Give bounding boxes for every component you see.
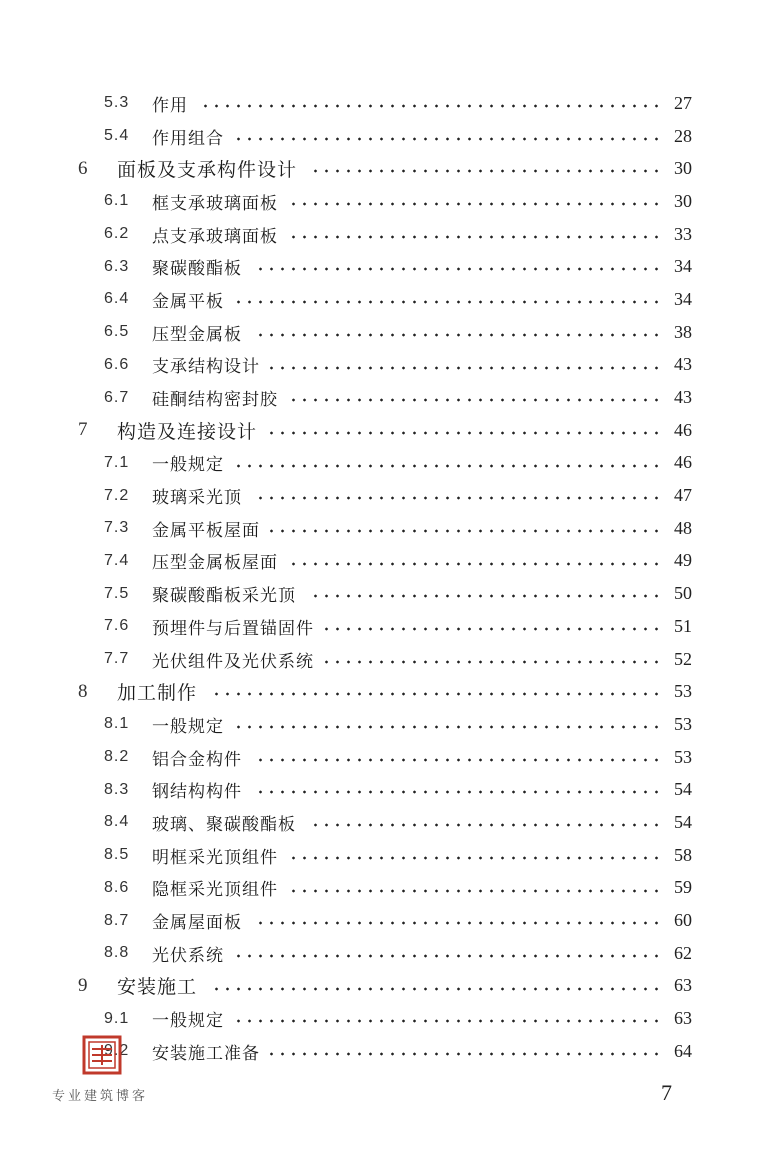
toc-page-number: 49 <box>674 550 692 571</box>
toc-section-row <box>0 316 760 349</box>
toc-title: 框支承玻璃面板 <box>152 193 278 214</box>
toc-section-row <box>0 87 760 120</box>
toc-title: 聚碳酸酯板 <box>152 259 242 280</box>
toc-title: 压型金属板 <box>152 324 242 345</box>
toc-page-number: 53 <box>674 681 692 702</box>
toc-title: 铝合金构件 <box>152 749 242 770</box>
toc-leader-dots <box>324 622 662 636</box>
toc-title: 金属屋面板 <box>152 913 242 934</box>
toc-number: 8.5 <box>104 846 130 864</box>
toc-title: 安装施工准备 <box>152 1043 260 1064</box>
toc-number: 6.3 <box>104 257 130 275</box>
toc-section-row <box>0 349 760 382</box>
toc-leader-dots <box>288 884 662 898</box>
toc-leader-dots <box>270 1047 662 1061</box>
toc-title: 一般规定 <box>152 716 224 737</box>
toc-number: 6.4 <box>104 290 130 308</box>
toc-leader-dots <box>234 949 662 963</box>
toc-number: 7 <box>78 419 89 441</box>
toc-number: 8 <box>78 680 89 702</box>
toc-page-number: 59 <box>674 877 692 898</box>
toc-leader-dots <box>306 818 662 832</box>
toc-section-row <box>0 185 760 218</box>
toc-title: 支承结构设计 <box>152 357 260 378</box>
blog-caption: 专业建筑博客 <box>52 1089 149 1104</box>
toc-leader-dots <box>270 361 662 375</box>
toc-number: 8.4 <box>104 813 130 831</box>
toc-page-number: 53 <box>674 746 692 767</box>
toc-title: 一般规定 <box>152 455 224 476</box>
toc-page-number: 60 <box>674 910 692 931</box>
toc-page-number: 43 <box>674 354 692 375</box>
toc-title: 光伏组件及光伏系统 <box>152 651 314 672</box>
toc-number: 7.7 <box>104 650 130 668</box>
toc-section-row <box>0 741 760 774</box>
toc-number: 6.1 <box>104 192 130 210</box>
toc-number: 5.3 <box>104 94 130 112</box>
toc-number: 9.2 <box>104 1042 130 1060</box>
toc-number: 6.6 <box>104 355 130 373</box>
toc-number: 6.2 <box>104 225 130 243</box>
table-of-contents <box>0 87 760 1068</box>
toc-section-row <box>0 381 760 414</box>
toc-page-number: 52 <box>674 648 692 669</box>
toc-page-number: 38 <box>674 321 692 342</box>
toc-title: 钢结构构件 <box>152 782 242 803</box>
toc-section-row <box>0 218 760 251</box>
toc-number: 6.5 <box>104 323 130 341</box>
toc-section-row <box>0 120 760 153</box>
toc-leader-dots <box>234 720 662 734</box>
toc-page-number: 54 <box>674 811 692 832</box>
toc-section-row <box>0 1002 760 1035</box>
toc-title: 作用 <box>152 95 188 116</box>
toc-title: 预埋件与后置锚固件 <box>152 618 314 639</box>
toc-page-number: 64 <box>674 1040 692 1061</box>
toc-page-number: 50 <box>674 583 692 604</box>
toc-number: 7.3 <box>104 519 130 537</box>
toc-page-number: 62 <box>674 942 692 963</box>
toc-leader-dots <box>252 262 662 276</box>
toc-title: 金属平板屋面 <box>152 520 260 541</box>
toc-page-number: 48 <box>674 517 692 538</box>
toc-leader-dots <box>288 197 662 211</box>
toc-leader-dots <box>198 99 662 113</box>
toc-title: 玻璃、聚碳酸酯板 <box>152 814 296 835</box>
toc-number: 8.2 <box>104 748 130 766</box>
toc-leader-dots <box>324 655 662 669</box>
toc-number: 9 <box>78 974 89 996</box>
toc-section-row <box>0 839 760 872</box>
toc-leader-dots <box>288 851 662 865</box>
toc-leader-dots <box>288 393 662 407</box>
toc-title: 加工制作 <box>117 682 198 705</box>
toc-page-number: 43 <box>674 387 692 408</box>
toc-section-row <box>0 872 760 905</box>
toc-page-number: 34 <box>674 288 692 309</box>
toc-page-number: 63 <box>674 1008 692 1029</box>
toc-number: 6.7 <box>104 388 130 406</box>
toc-title: 构造及连接设计 <box>117 420 258 443</box>
toc-page-number: 34 <box>674 256 692 277</box>
toc-number: 8.7 <box>104 911 130 929</box>
toc-leader-dots <box>288 230 662 244</box>
toc-page-number: 30 <box>674 158 692 179</box>
toc-leader-dots <box>307 164 662 178</box>
toc-section-row <box>0 643 760 676</box>
toc-page-number: 46 <box>674 452 692 473</box>
toc-page-number: 27 <box>674 92 692 113</box>
toc-leader-dots <box>270 524 662 538</box>
toc-number: 7.2 <box>104 486 130 504</box>
toc-leader-dots <box>252 491 662 505</box>
toc-page-number: 33 <box>674 223 692 244</box>
toc-section-row <box>0 479 760 512</box>
toc-number: 8.8 <box>104 944 130 962</box>
toc-leader-dots <box>267 426 662 440</box>
toc-chapter-row <box>0 675 760 708</box>
toc-section-row <box>0 610 760 643</box>
toc-page-number: 30 <box>674 190 692 211</box>
toc-section-row <box>0 283 760 316</box>
toc-number: 7.6 <box>104 617 130 635</box>
toc-page-number: 63 <box>674 975 692 996</box>
toc-title: 点支承玻璃面板 <box>152 226 278 247</box>
toc-number: 7.1 <box>104 453 130 471</box>
toc-leader-dots <box>234 132 662 146</box>
toc-title: 面板及支承构件设计 <box>117 159 298 182</box>
toc-section-row <box>0 904 760 937</box>
toc-number: 7.5 <box>104 584 130 602</box>
toc-title: 安装施工 <box>117 976 198 999</box>
toc-leader-dots <box>252 785 662 799</box>
toc-leader-dots <box>207 687 662 701</box>
toc-title: 隐框采光顶组件 <box>152 880 278 901</box>
toc-title: 压型金属板屋面 <box>152 553 278 574</box>
toc-number: 8.1 <box>104 715 130 733</box>
toc-section-row <box>0 250 760 283</box>
toc-number: 6 <box>78 157 89 179</box>
toc-chapter-row <box>0 414 760 447</box>
toc-title: 金属平板 <box>152 291 224 312</box>
toc-title: 明框采光顶组件 <box>152 847 278 868</box>
toc-chapter-row <box>0 970 760 1003</box>
toc-leader-dots <box>288 557 662 571</box>
toc-page-number: 47 <box>674 485 692 506</box>
toc-section-row <box>0 577 760 610</box>
seal-stamp-icon <box>82 1035 122 1075</box>
toc-title: 一般规定 <box>152 1011 224 1032</box>
toc-number: 8.3 <box>104 780 130 798</box>
toc-section-row <box>0 512 760 545</box>
toc-page-number: 51 <box>674 615 692 636</box>
toc-section-row <box>0 806 760 839</box>
toc-leader-dots <box>252 753 662 767</box>
toc-number: 7.4 <box>104 551 130 569</box>
toc-leader-dots <box>207 982 662 996</box>
toc-number: 5.4 <box>104 127 130 145</box>
toc-section-row <box>0 773 760 806</box>
toc-leader-dots <box>252 916 662 930</box>
toc-title: 硅酮结构密封胶 <box>152 390 278 411</box>
toc-leader-dots <box>234 1014 662 1028</box>
toc-title: 玻璃采光顶 <box>152 488 242 509</box>
toc-leader-dots <box>252 328 662 342</box>
toc-section-row <box>0 447 760 480</box>
toc-chapter-row <box>0 152 760 185</box>
toc-page-number: 46 <box>674 419 692 440</box>
page-number: 7 <box>661 1080 672 1105</box>
toc-leader-dots <box>234 459 662 473</box>
toc-page-number: 54 <box>674 779 692 800</box>
toc-title: 光伏系统 <box>152 945 224 966</box>
toc-section-row <box>0 545 760 578</box>
toc-page-number: 53 <box>674 713 692 734</box>
toc-page-number: 58 <box>674 844 692 865</box>
toc-section-row <box>0 937 760 970</box>
toc-page-number: 28 <box>674 125 692 146</box>
toc-leader-dots <box>234 295 662 309</box>
toc-title: 作用组合 <box>152 128 224 149</box>
toc-title: 聚碳酸酯板采光顶 <box>152 586 296 607</box>
toc-number: 9.1 <box>104 1009 130 1027</box>
toc-section-row <box>0 708 760 741</box>
toc-number: 8.6 <box>104 878 130 896</box>
toc-leader-dots <box>306 589 662 603</box>
